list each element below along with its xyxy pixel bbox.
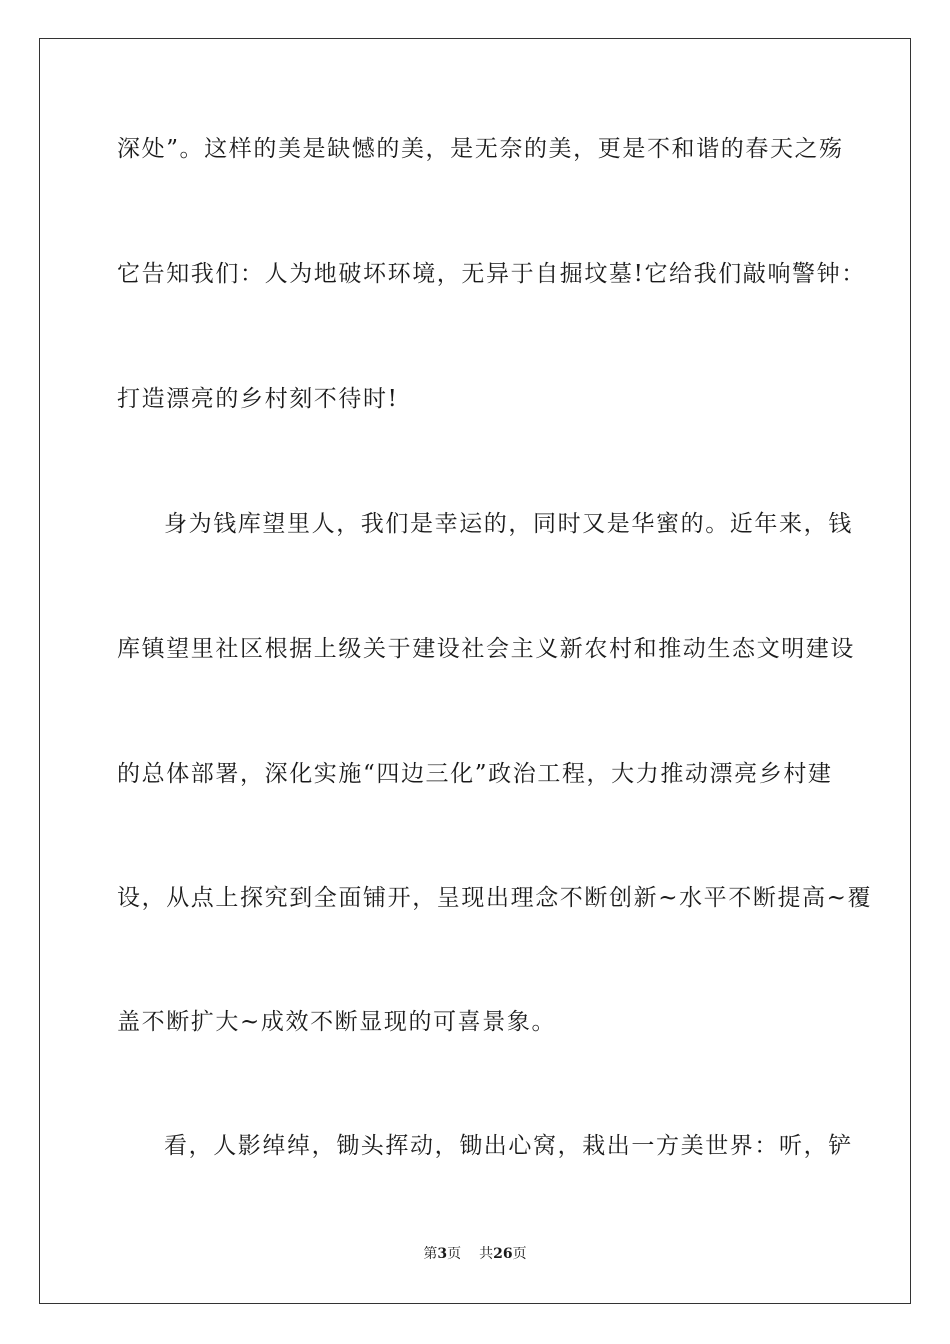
page-total-number: 26 [493,1246,513,1262]
page-current-number: 3 [437,1246,448,1262]
total-prefix: 共 [479,1246,494,1262]
body-line-6: 的总体部署，深化实施“四边三化”政治工程，大力推动漂亮乡村建 [117,761,833,787]
page-prefix: 第 [423,1246,438,1262]
body-line-1: 深处”。这样的美是缺憾的美，是无奈的美，更是不和谐的春天之殇 [117,136,844,162]
body-line-4: 身为钱库望里人，我们是幸运的，同时又是华蜜的。近年来，钱 [164,511,853,537]
page-border [39,38,911,1304]
body-line-7: 设，从点上探究到全面铺开，呈现出理念不断创新~水平不断提高~覆 [117,885,873,911]
body-line-2: 它告知我们：人为地破坏环境，无异于自掘坟墓!它给我们敲响警钟： [117,261,866,287]
body-line-3: 打造漂亮的乡村刻不待时! [117,386,399,412]
body-line-9: 看，人影绰绰，锄头挥动，锄出心窝，栽出一方美世界：听，铲 [164,1133,853,1159]
page-suffix: 页 [447,1246,462,1262]
body-line-5: 库镇望里社区根据上级关于建设社会主义新农村和推动生态文明建设 [117,636,855,662]
body-line-8: 盖不断扩大~成效不断显现的可喜景象。 [117,1009,557,1035]
page-footer [0,1245,950,1263]
total-suffix: 页 [512,1246,527,1262]
